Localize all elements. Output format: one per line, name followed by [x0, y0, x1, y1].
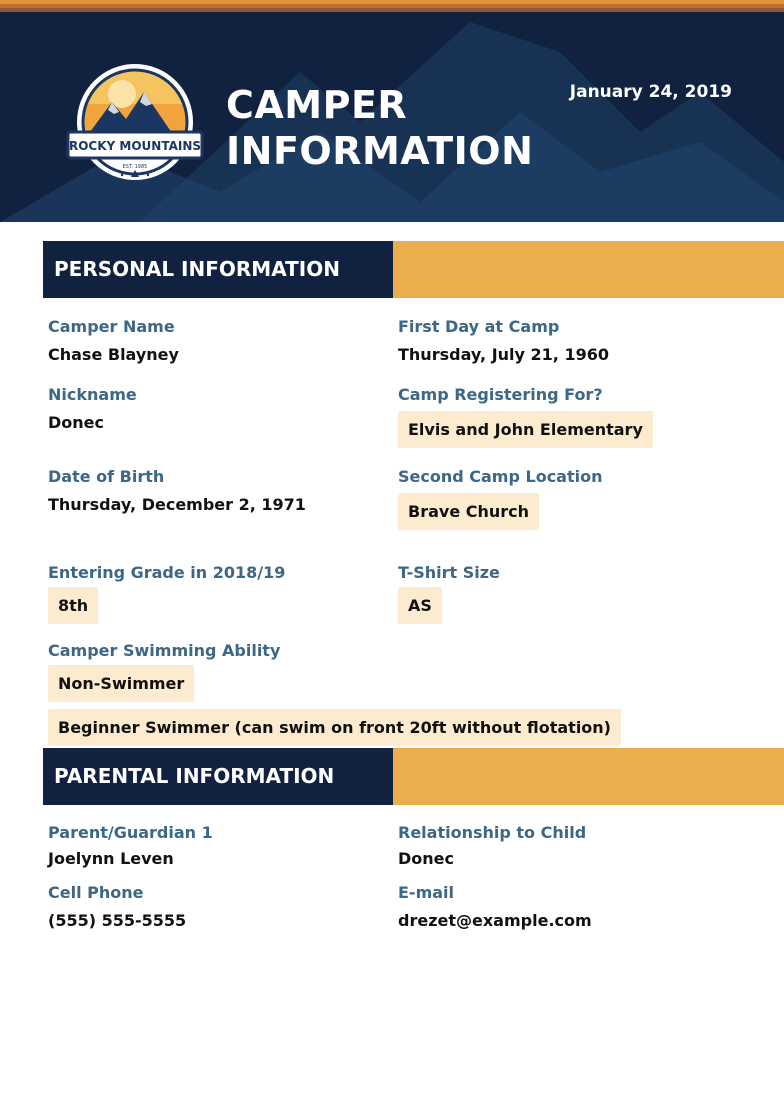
swimming-ability-label: Camper Swimming Ability — [48, 641, 281, 660]
logo-name-text: ROCKY MOUNTAINS — [68, 139, 202, 153]
guardian-label: Parent/Guardian 1 — [48, 823, 213, 842]
second-camp-chip: Brave Church — [398, 493, 539, 530]
top-accent-stripe — [0, 0, 784, 12]
cell-phone-label: Cell Phone — [48, 883, 144, 902]
section-accent-bar — [393, 748, 784, 805]
tshirt-size-label: T-Shirt Size — [398, 563, 500, 582]
logo-established-text: EST. 1985 — [122, 164, 148, 170]
email-value: drezet@example.com — [398, 911, 592, 930]
parental-information-header — [43, 748, 784, 805]
relationship-value: Donec — [398, 849, 454, 868]
second-camp-label: Second Camp Location — [398, 467, 603, 486]
parental-information-heading: PARENTAL INFORMATION — [54, 764, 335, 788]
entering-grade-chip: 8th — [48, 587, 98, 624]
relationship-label: Relationship to Child — [398, 823, 587, 842]
personal-information-header — [43, 241, 784, 298]
camper-name-label: Camper Name — [48, 317, 175, 336]
section-accent-bar — [393, 241, 784, 298]
entering-grade-label: Entering Grade in 2018/19 — [48, 563, 286, 582]
title-line-2: INFORMATION — [226, 129, 534, 173]
nickname-label: Nickname — [48, 385, 137, 404]
swimming-ability-chip-2: Beginner Swimmer (can swim on front 20ft without flotation) — [48, 709, 621, 746]
cell-phone-value: (555) 555-5555 — [48, 911, 187, 930]
document-date: January 24, 2019 — [569, 82, 732, 102]
camp-registering-chip: Elvis and John Elementary — [398, 411, 653, 448]
tshirt-size-chip: AS — [398, 587, 442, 624]
rocky-mountains-logo — [64, 64, 206, 186]
page-header — [0, 12, 784, 222]
date-of-birth-label: Date of Birth — [48, 467, 165, 486]
first-day-value: Thursday, July 21, 1960 — [398, 345, 609, 364]
swimming-ability-chip-1: Non-Swimmer — [48, 665, 194, 702]
first-day-label: First Day at Camp — [398, 317, 560, 336]
email-label: E-mail — [398, 883, 455, 902]
title-line-1: CAMPER — [226, 83, 408, 127]
personal-information-heading: PERSONAL INFORMATION — [54, 257, 340, 281]
nickname-value: Donec — [48, 413, 104, 432]
camp-registering-label: Camp Registering For? — [398, 385, 603, 404]
camper-name-value: Chase Blayney — [48, 345, 179, 364]
guardian-value: Joelynn Leven — [48, 849, 174, 868]
date-of-birth-value: Thursday, December 2, 1971 — [48, 495, 306, 514]
page-title — [226, 82, 533, 174]
